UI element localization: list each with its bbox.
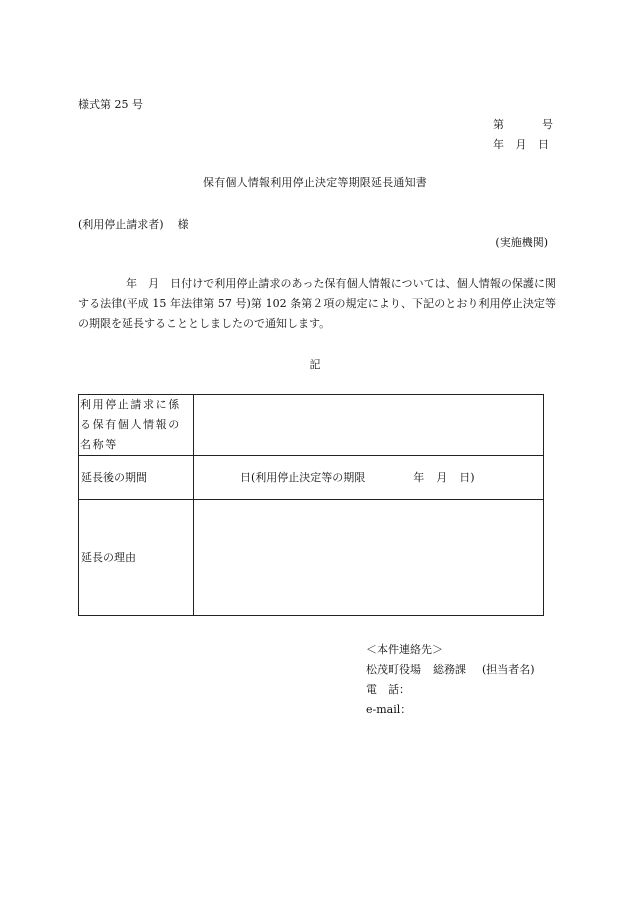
contact-block — [366, 640, 535, 720]
addressee-name: (利用停止請求者) — [78, 218, 164, 231]
contact-department: 総務課 — [433, 663, 466, 676]
body-text: 年 月 日付けで利用停止請求のあった保有個人情報については、個人情報の保護に関する法律(平成 15 年法律第 57 号)第 102 条第２項の規定により、下記のとおり利用停止決定等の期限を延長することとしましたので通知します。 — [78, 277, 556, 330]
contact-office-line — [366, 660, 535, 680]
table-row — [79, 395, 544, 456]
document-date — [493, 138, 549, 151]
info-name-label: 利用停止請求に係る保有個人情報の名称等 — [79, 395, 194, 456]
document-title: 保有個人情報利用停止決定等期限延長通知書 — [203, 176, 427, 189]
info-name-value — [194, 395, 544, 456]
details-table — [78, 394, 544, 616]
extension-reason-value — [194, 500, 544, 616]
period-month: 月 — [436, 470, 448, 484]
date-year: 年 — [493, 138, 504, 151]
period-year: 年 — [413, 470, 425, 484]
doc-number-dai: 第 — [493, 118, 504, 131]
table-row — [79, 500, 544, 616]
table-row — [79, 456, 544, 500]
addressee-honorific: 様 — [177, 218, 189, 231]
date-month: 月 — [515, 138, 527, 151]
extended-period-label: 延長後の期間 — [79, 456, 194, 500]
addressee — [78, 218, 189, 231]
ki-heading: 記 — [309, 358, 321, 371]
issuer: (実施機関) — [495, 236, 548, 249]
form-number: 様式第 25 号 — [78, 98, 143, 111]
contact-phone: 電 話： — [366, 683, 410, 696]
date-day: 日 — [538, 138, 549, 151]
doc-number-go: 号 — [542, 118, 553, 131]
document-number-and-date — [493, 118, 553, 151]
contact-office: 松茂町役場 — [366, 663, 421, 676]
extension-reason-label: 延長の理由 — [79, 500, 194, 616]
period-day-close: 日) — [459, 470, 475, 484]
contact-email: e-mail： — [366, 703, 412, 716]
contact-person: (担当者名) — [482, 663, 535, 676]
document-number — [493, 118, 553, 138]
extended-period-value — [194, 456, 544, 500]
period-day-part: 日(利用停止決定等の期限 — [240, 470, 366, 484]
contact-heading: ＜本件連絡先＞ — [366, 643, 443, 656]
